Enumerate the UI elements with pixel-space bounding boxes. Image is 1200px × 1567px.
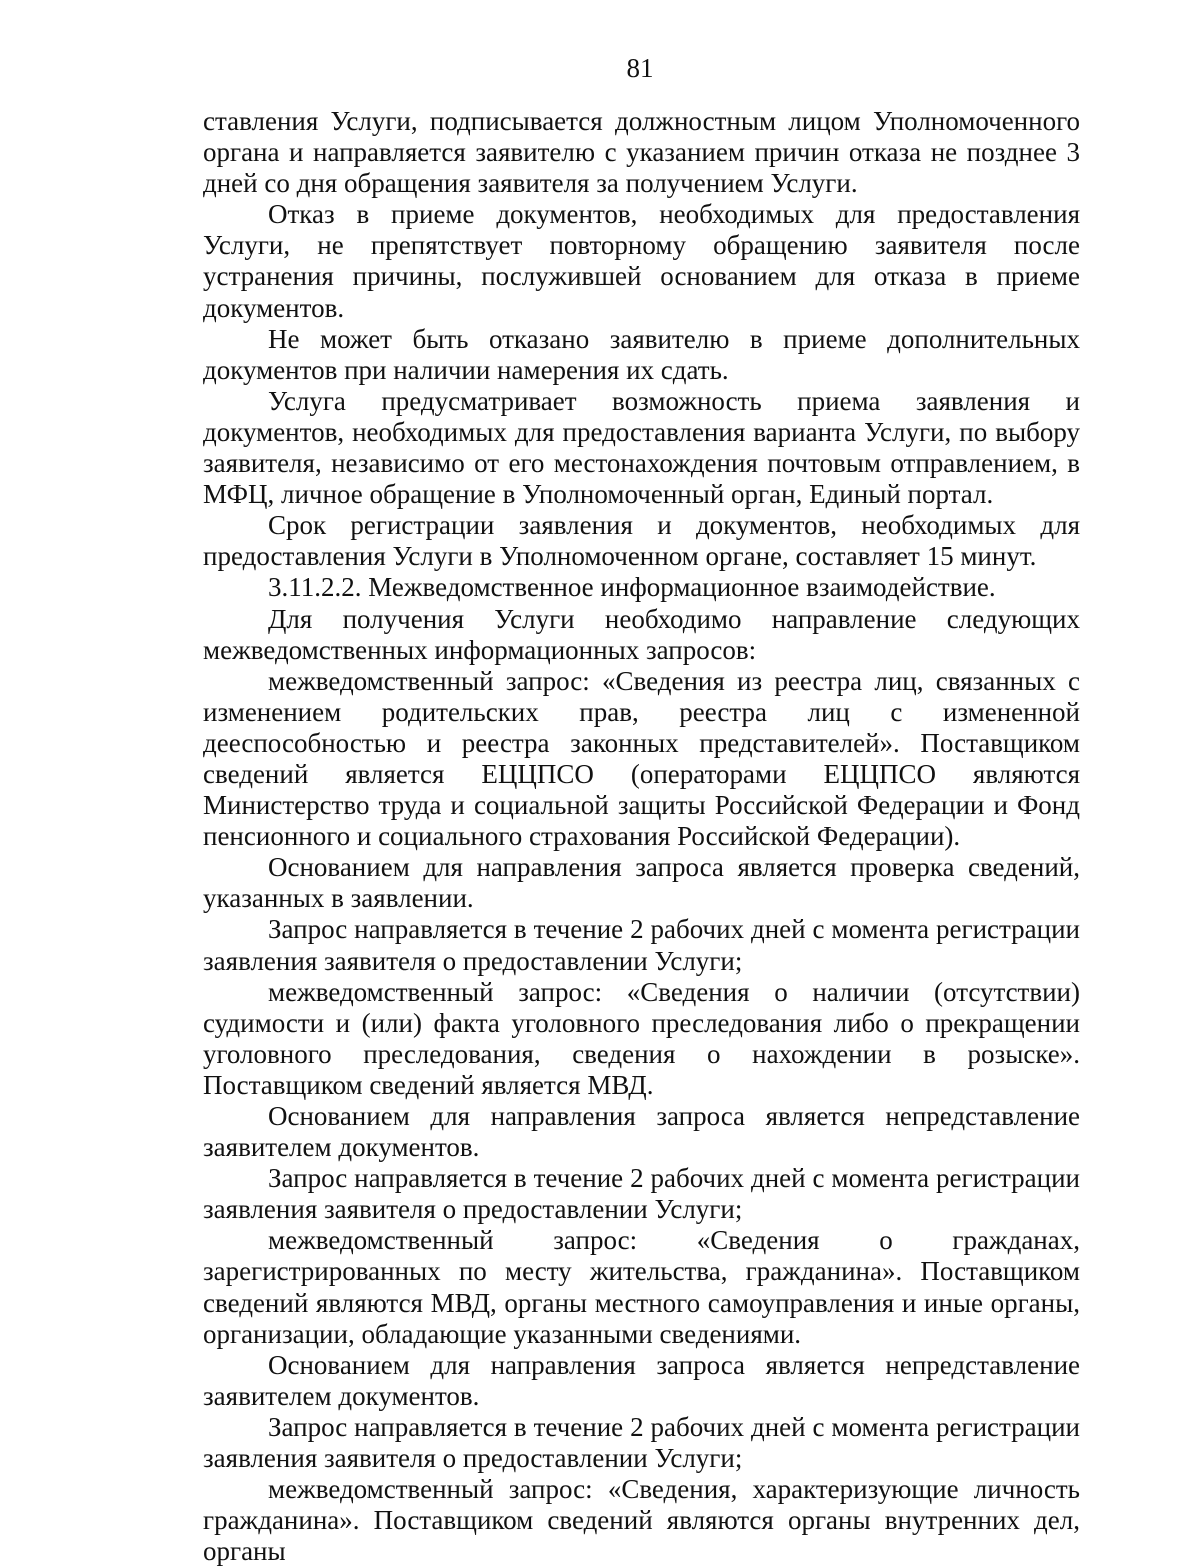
paragraph-request-personality: межведомственный запрос: «Сведения, характеризующие личность гражданина». Поставщиком сведений являются органы внутренних дел, органы: [203, 1474, 1080, 1567]
paragraph-request-term-1: Запрос направляется в течение 2 рабочих дней с момента регистрации заявления заявителя о предоставлении Услуги;: [203, 914, 1080, 976]
paragraph-continuation: ставления Услуги, подписывается должностным лицом Уполномоченного органа и направляется заявителю с указанием причин отказа не позднее 3 дней со дня обращения заявителя за получением Услуги.: [203, 106, 1080, 199]
paragraph-request-term-2: Запрос направляется в течение 2 рабочих дней с момента регистрации заявления заявителя о предоставлении Услуги;: [203, 1163, 1080, 1225]
paragraph-basis-nonsubmission-1: Основанием для направления запроса является непредставление заявителем документов.: [203, 1101, 1080, 1163]
paragraph-basis-nonsubmission-2: Основанием для направления запроса является непредставление заявителем документов.: [203, 1349, 1080, 1411]
paragraph-requests-intro: Для получения Услуги необходимо направление следующих межведомственных информационных запросов:: [203, 603, 1080, 665]
paragraph-request-criminal-record: межведомственный запрос: «Сведения о наличии (отсутствии) судимости и (или) факта уголовного преследования либо о прекращении уголовного преследования, сведения о нахождении в розыске». Поставщиком сведений является МВД.: [203, 976, 1080, 1100]
paragraph-request-term-3: Запрос направляется в течение 2 рабочих дней с момента регистрации заявления заявителя о предоставлении Услуги;: [203, 1411, 1080, 1474]
paragraph-refusal-no-obstacle: Отказ в приеме документов, необходимых для предоставления Услуги, не препятствует повторному обращению заявителя после устранения причины, послужившей основанием для отказа в приеме документов.: [203, 199, 1080, 323]
paragraph-registration-term: Срок регистрации заявления и документов, необходимых для предоставления Услуги в Уполномоченном органе, составляет 15 минут.: [203, 510, 1080, 572]
paragraph-additional-documents: Не может быть отказано заявителю в приеме дополнительных документов при наличии намерения их сдать.: [203, 323, 1080, 385]
paragraph-request-parental-rights: межведомственный запрос: «Сведения из реестра лиц, связанных с изменением родительских прав, реестра лиц с измененной дееспособностью и реестра законных представителей». Поставщиком сведений является ЕЦЦПСО (операторами ЕЦЦПСО являются Министерство труда и социальной защиты Российской Федерации и Фонд пенсионного и социального страхования Российской Федерации).: [203, 665, 1080, 852]
paragraph-basis-verification: Основанием для направления запроса является проверка сведений, указанных в заявлении.: [203, 852, 1080, 914]
page-number: 81: [626, 53, 654, 83]
paragraph-application-methods: Услуга предусматривает возможность приема заявления и документов, необходимых для предоставления варианта Услуги, по выбору заявителя, независимо от его местонахождения почтовым отправлением, в МФЦ, личное обращение в Уполномоченный орган, Единый портал.: [203, 385, 1080, 510]
document-body: [203, 106, 1080, 1567]
paragraph-request-residence: межведомственный запрос: «Сведения о гражданах, зарегистрированных по месту жительства, гражданина». Поставщиком сведений являются МВД, органы местного самоуправления и иные органы, организации, обладающие указанными сведениями.: [203, 1225, 1080, 1349]
section-heading-3-11-2-2: 3.11.2.2. Межведомственное информационное взаимодействие.: [268, 572, 996, 603]
